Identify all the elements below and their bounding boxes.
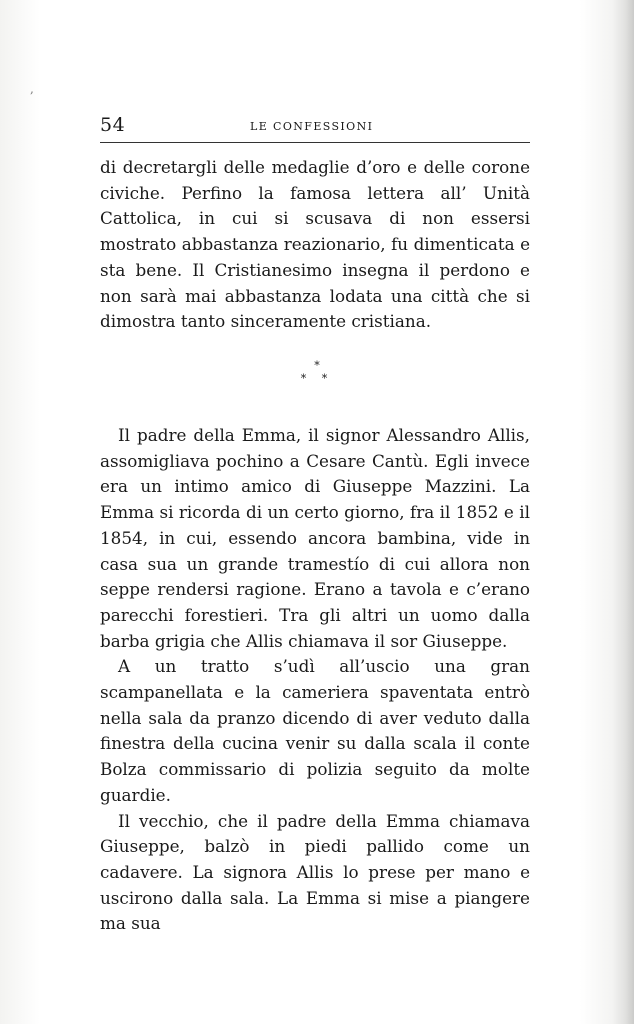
opening-text	[100, 155, 530, 335]
header-rule	[100, 142, 530, 143]
page-number: 54	[100, 114, 126, 136]
main-text	[100, 423, 530, 937]
paragraph: Il padre della Emma, il signor Alessandro Allis, assomigliava pochino a Cesare Cantù. Egli invece era un intimo amico di Giuseppe Mazzini. La Emma si ricorda di un certo giorno, fra il 1852 e il 1854, in cui, essendo ancora bambina, vide in casa sua un grande tramestío di cui allora non seppe rendersi ragione. Erano a tavola e c’erano parecchi forestieri. Tra gli altri un uomo dalla barba grigia che Allis chiamava il sor Giuseppe.	[100, 425, 530, 651]
section-asterism	[292, 360, 342, 390]
paragraph: A un tratto s’udì all’uscio una gran scampanellata e la cameriera spaventata entrò nella sala da pranzo dicendo di aver veduto dalla finestra della cucina venir su dalla scala il conte Bolza commissario di polizia seguito da molte guardie.	[100, 656, 530, 805]
opening-paragraph: di decretargli delle medaglie d’oro e delle corone civiche. Perfino la famosa lettera all’ Unità Cattolica, in cui si scusava di non essersi mostrato abbastanza reazionario, fu dimenticata e sta bene. Il Cristianesimo insegna il perdono e non sarà mai abbastanza lodata una città che si dimostra tanto sinceramente cristiana.	[100, 157, 530, 332]
asterism-top: *	[314, 359, 320, 372]
paragraph: Il vecchio, che il padre della Emma chiamava Giuseppe, balzò in piedi pallido come un cadavere. La signora Allis lo prese per mano e uscirono dalla sala. La Emma si mise a piangere ma sua	[100, 810, 530, 934]
margin-mark: ,	[30, 82, 34, 96]
page-header	[100, 112, 530, 142]
asterism-bottom: * *	[300, 372, 334, 385]
page-edge-shadow	[612, 0, 634, 1024]
running-title: LE CONFESSIONI	[250, 120, 374, 133]
